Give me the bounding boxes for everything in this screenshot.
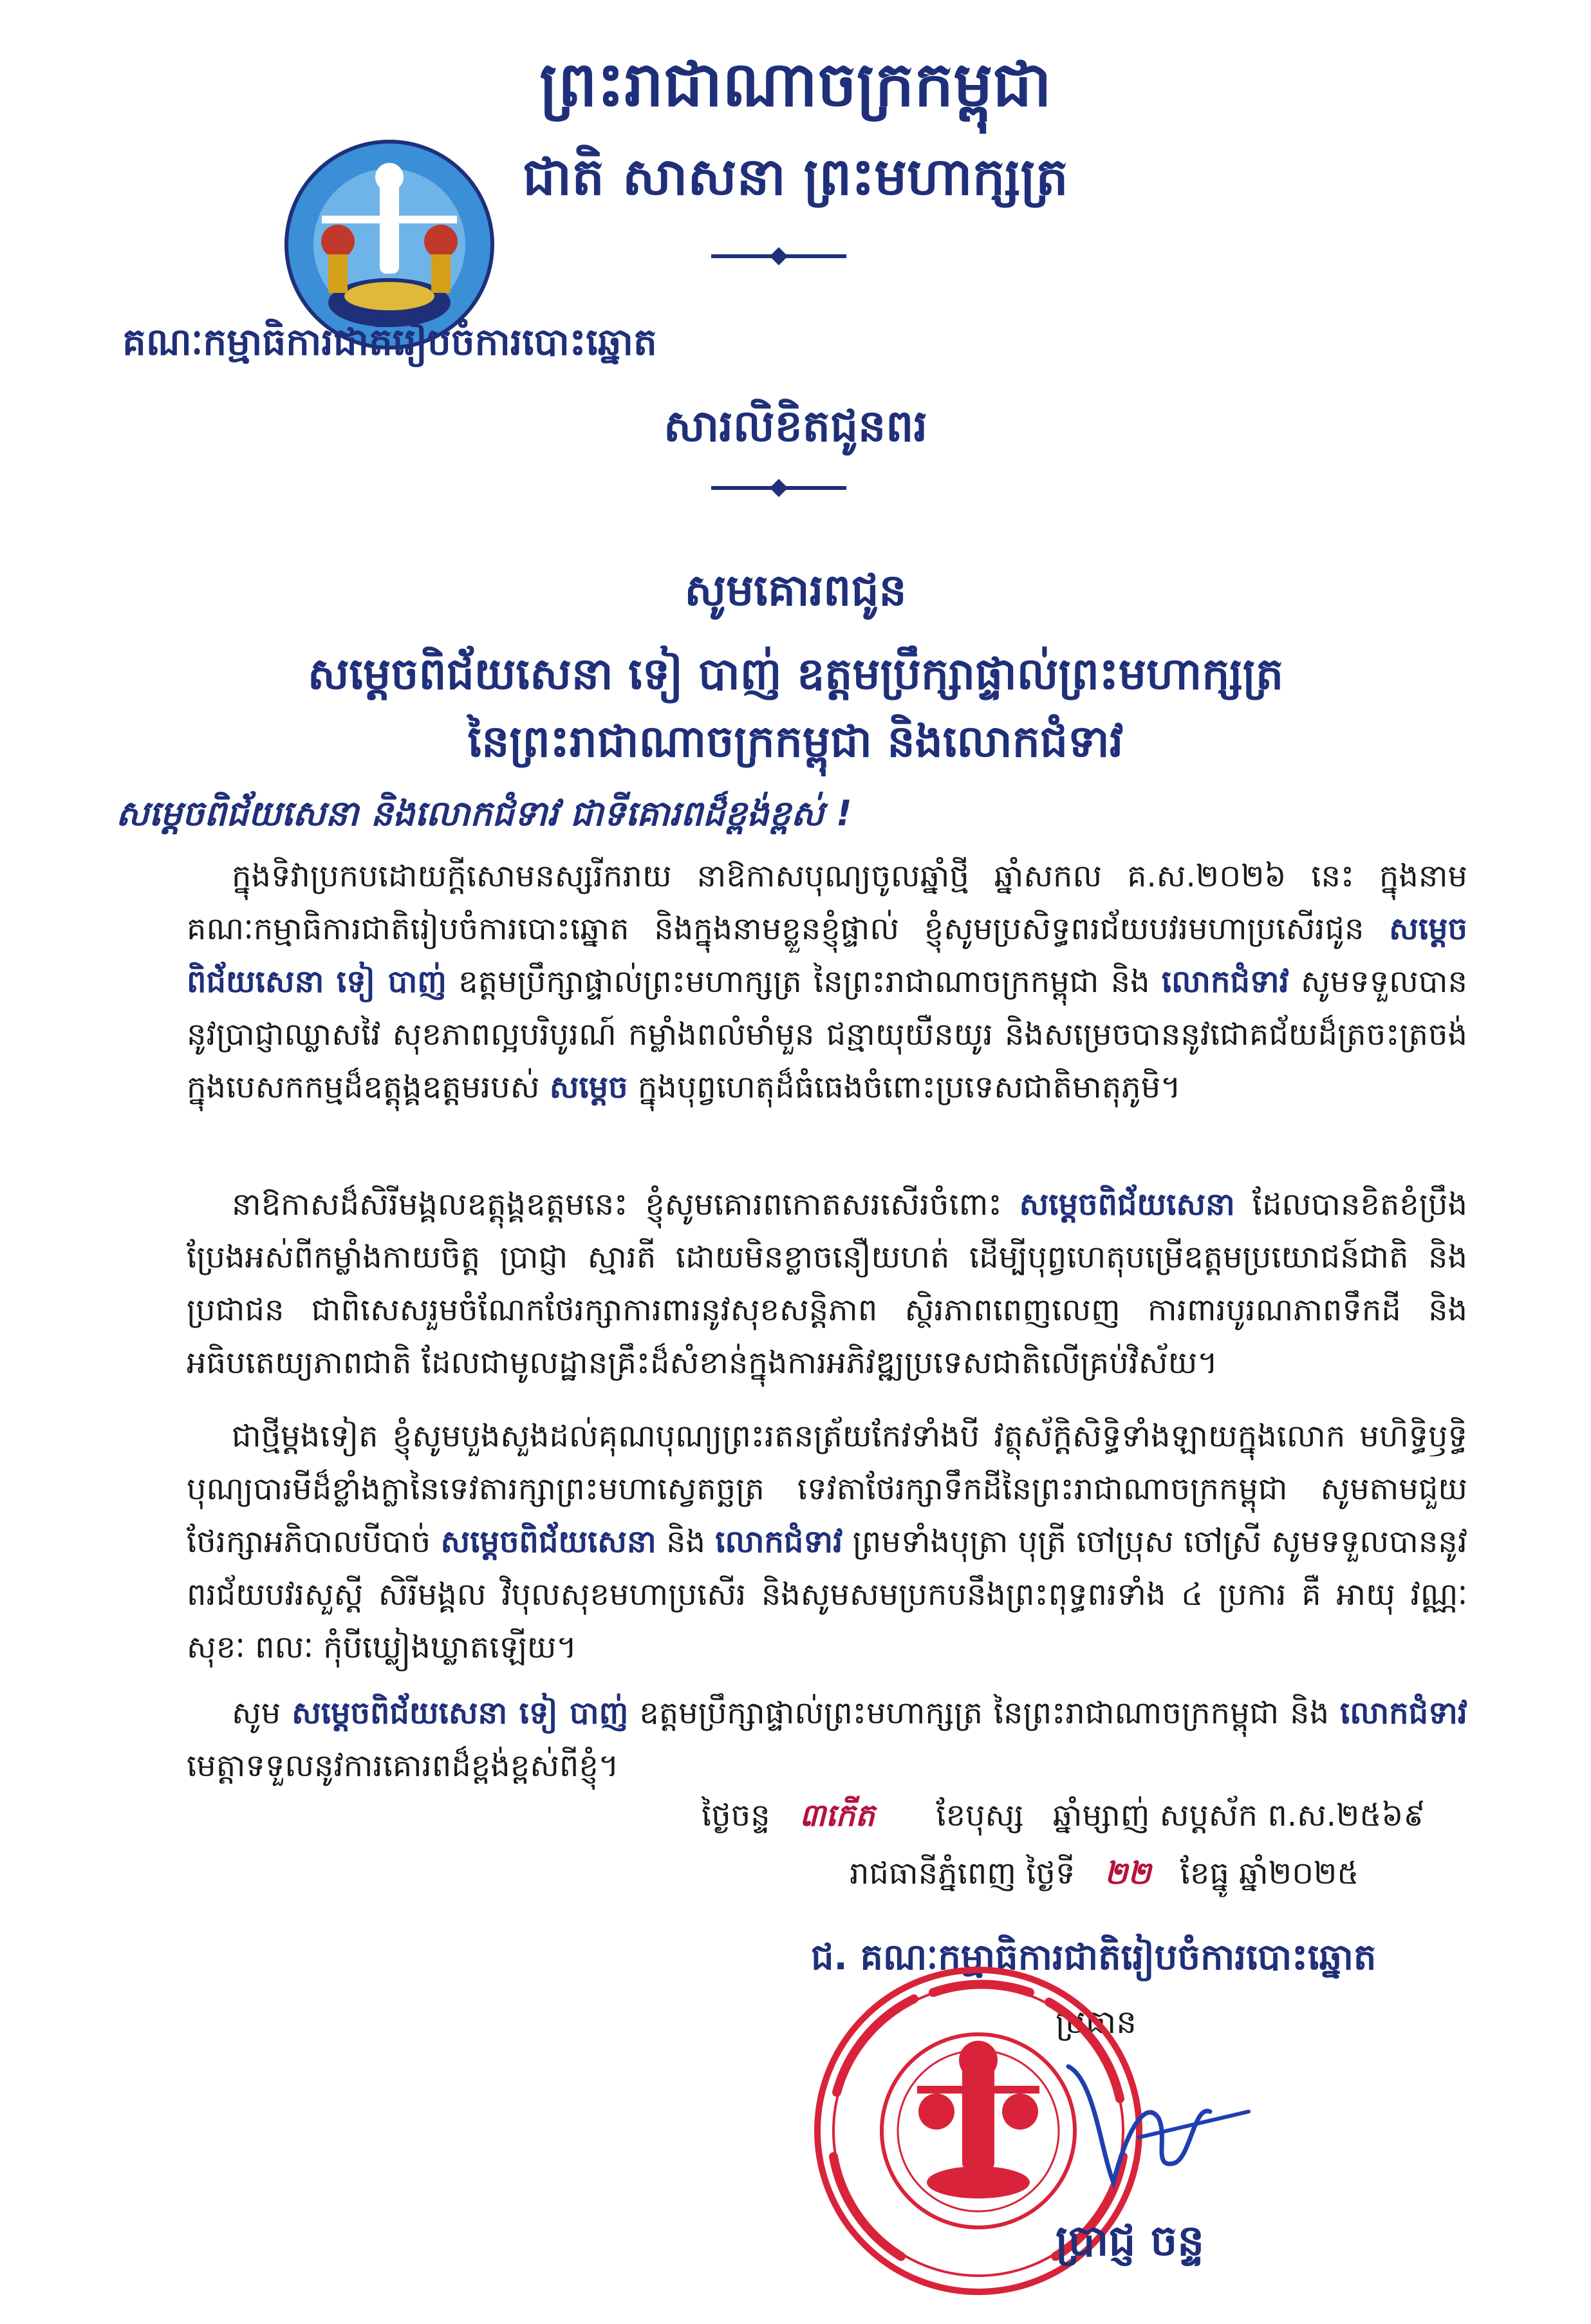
solar-date-line xyxy=(850,1854,1480,1899)
signer-title: ប្រធាន xyxy=(1056,2003,1137,2041)
solar-day-handwritten: ២២ xyxy=(1104,1855,1151,1891)
lunar-date-line xyxy=(702,1796,1500,1841)
p3-text-d: ព្រមទាំងបុត្រា បុត្រី ចៅប្រុស ចៅស្រី សូមទទួលបាននូវពរជ័យបវរសួស្តី សិរីមង្គល វិបុលសុខមហាប្រសើរ និងសូមសមប្រកបនឹងព្រះពុទ្ធពរទាំង ៤ ប្រការ គឺ អាយុ វណ្ណៈ សុខៈ ពលៈ កុំបីឃ្លៀងឃ្លាតឡើយ។ xyxy=(187,1524,1467,1665)
p3-bold-lady: លោកជំទាវ xyxy=(715,1524,843,1560)
signer-name: ប្រាជ្ញ ចន្ទ xyxy=(1056,2216,1205,2265)
solar-date-rest: ខែធ្នូ ឆ្នាំ២០២៥ xyxy=(1180,1855,1359,1891)
p1-text-c: ឧត្តមប្រឹក្សាផ្ទាល់ព្រះមហាក្សត្រ នៃព្រះរាជាណាចក្រកម្ពុជា និង xyxy=(446,964,1162,1000)
p4-text-d: មេត្តាទទួលនូវការគោរពដ៏ខ្ពង់ខ្ពស់ពីខ្ញុំ។ xyxy=(187,1748,619,1784)
p1-text-d: សូមទទួលបាននូវប្រាជ្ញាឈ្លាសវៃ សុខភាពល្អបរិបូរណ៍ កម្លាំងពលំមាំមួន ជន្មាយុយឺនយូរ និងសម្រេចបាននូវជោគជ័យដ៏ត្រចះត្រចង់ ក្នុងបេសកកម្មដ៏ឧត្តុង្គឧត្តមរបស់ xyxy=(187,964,1468,1105)
p1-bold-recipient: សម្តេចពិជ័យសេនា ទៀ បាញ់ xyxy=(187,911,1467,1000)
recipient-line-1: សម្តេចពិជ័យសេនា ទៀ បាញ់ ឧត្តមប្រឹក្សាផ្ទាល់ព្រះមហាក្សត្រ xyxy=(307,649,1284,700)
solar-date-prefix: រាជធានីភ្នំពេញ ថ្ងៃទី xyxy=(850,1855,1075,1891)
p3-text-a: ជាថ្មីម្តងទៀត ខ្ញុំសូមបួងសួងដល់គុណបុណ្យព្រះរតនត្រ័យកែវទាំងបី វត្ថុស័ក្តិសិទ្ធិទាំងឡាយក្នុងលោក មហិទ្ធិឫទ្ធិបុណ្យបារមីដ៏ខ្លាំងក្លានៃទេវតារក្សាព្រះមហាស្វេតច្ឆត្រ ទេវតាថែរក្សាទឹកដីនៃព្រះរាជាណាចក្រកម្ពុជា សូមតាមជួយថែរក្សាអភិបាលបីបាច់ xyxy=(187,1418,1467,1560)
p1-text-a: ក្នុងទិវាប្រកបដោយក្តីសោមនស្សរីករាយ នាឱកាសបុណ្យចូលឆ្នាំថ្មី ឆ្នាំសកល គ.ស.២០២៦ នេះ ក្នុងនាមគណៈកម្មាធិការជាតិរៀបចំការបោះឆ្នោត និងក្នុងនាមខ្លួនខ្ញុំផ្ទាល់ ខ្ញុំសូមប្រសិទ្ធពរជ័យបវរមហាប្រសើរជូន xyxy=(187,858,1467,947)
p4-text-a: សូម xyxy=(232,1695,292,1731)
paragraph-1 xyxy=(187,850,1467,1114)
document-type-title: សារលិខិតជូនពរ xyxy=(663,401,928,452)
lunar-day-handwritten: ៣កើត xyxy=(799,1797,875,1833)
p1-bold-samdech: សម្តេច xyxy=(549,1069,628,1105)
kingdom-heading: ព្រះរាជាណាចក្រកម្ពុជា xyxy=(539,48,1052,120)
p3-bold-recipient: សម្តេចពិជ័យសេនា xyxy=(440,1524,656,1560)
handwritten-signature xyxy=(1056,2041,1261,2208)
organization-name: គណៈកម្មាធិការជាតិរៀបចំការបោះឆ្នោត xyxy=(122,320,657,364)
p4-text-c: ឧត្តមប្រឹក្សាផ្ទាល់ព្រះមហាក្សត្រ នៃព្រះរាជាណាចក្រកម្ពុជា និង xyxy=(628,1695,1340,1731)
respect-line: សូមគោរពជូន xyxy=(684,565,907,616)
national-motto: ជាតិ សាសនា ព្រះមហាក្សត្រ xyxy=(523,147,1068,207)
recipient-line-2: នៃព្រះរាជាណាចក្រកម្ពុជា និងលោកជំទាវ xyxy=(467,717,1124,767)
p1-text-e: ក្នុងបុព្វហេតុដ៏ធំធេងចំពោះប្រទេសជាតិមាតុភូមិ។ xyxy=(628,1069,1181,1105)
p2-text-a: នាឱកាសដ៏សិរីមង្គលឧត្តុង្គឧត្តមនេះ ខ្ញុំសូមគោរពកោតសរសើរចំពោះ xyxy=(232,1186,1019,1223)
p2-text-c: ដែលបានខិតខំប្រឹងប្រែងអស់ពីកម្លាំងកាយចិត្ត ប្រាជ្ញា ស្មារតី ដោយមិនខ្លាចនឿយហត់ ដើម្បីបុព្វហេតុបម្រើឧត្តមប្រយោជន៍ជាតិ និងប្រជាជន ជាពិសេសរួមចំណែកថែរក្សាការពារនូវសុខសន្តិភាព ស្ថិរភាពពេញលេញ ការពារបូរណភាពទឹកដី និងអធិបតេយ្យភាពជាតិ ដែលជាមូលដ្ឋានគ្រឹះដ៏សំខាន់ក្នុងការអភិវឌ្ឍប្រទេសជាតិលើគ្រប់វិស័យ។ xyxy=(187,1186,1467,1381)
paragraph-3 xyxy=(187,1410,1467,1674)
paragraph-2 xyxy=(187,1178,1467,1389)
salutation: សម្តេចពិជ័យសេនា និងលោកជំទាវ ជាទីគោរពដ៏ខ្ពង់ខ្ពស់ ! xyxy=(116,793,852,834)
p3-text-c: និង xyxy=(656,1524,716,1560)
doc-type-divider xyxy=(711,486,846,490)
p2-bold-recipient: សម្តេចពិជ័យសេនា xyxy=(1019,1186,1235,1223)
p4-bold-recipient: សម្តេចពិជ័យសេនា ទៀ បាញ់ xyxy=(292,1695,629,1731)
p1-bold-lady: លោកជំទាវ xyxy=(1161,964,1289,1000)
paragraph-4 xyxy=(187,1687,1467,1792)
lunar-month-label: ខែបុស្ស xyxy=(936,1797,1024,1833)
lunar-date-rest: ឆ្នាំម្សាញ់ សប្តស័ក ព.ស.២៥៦៩ xyxy=(1052,1797,1426,1833)
on-behalf-organization: ជ. គណៈកម្មាធិការជាតិរៀបចំការបោះឆ្នោត xyxy=(811,1936,1377,1978)
lunar-day-prefix: ថ្ងៃចន្ទ xyxy=(702,1797,770,1833)
p4-bold-lady: លោកជំទាវ xyxy=(1339,1695,1468,1731)
motto-divider xyxy=(711,254,846,258)
